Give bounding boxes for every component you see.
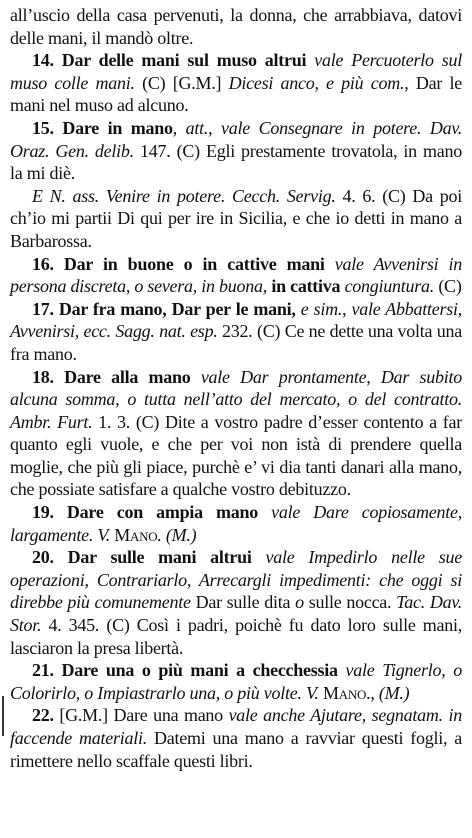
entry-text: 147. (C) Egli prestamente trovatola, in mano la mi diè. xyxy=(10,140,462,184)
entry-text: Dar in buone o in cattive mani xyxy=(63,253,325,274)
entry-list xyxy=(10,4,462,772)
entry-text: 22. xyxy=(32,705,60,726)
margin-mark xyxy=(2,696,4,736)
entry-text: o xyxy=(295,592,304,613)
entry-text: e sim. xyxy=(300,298,343,319)
entry-text: sulle nocca. xyxy=(303,592,397,613)
entry-text: Mano xyxy=(114,524,158,545)
entry-text: Dar sulle dita xyxy=(190,592,296,613)
entry-e15b xyxy=(10,185,462,253)
entry-text: vale Dar prontamente, Dar subito alcuna somma, o tutta nell’atto del mercato, o del contratto. Ambr. Furt. xyxy=(10,366,463,432)
entry-text: 20. xyxy=(32,547,68,568)
entry-text: 1. 3. (C) Dite a vostro padre d’esser contento a far quanto egli vuole, e che per voi non istà di prendere quella moglie, che più gli piace, purchè e’ vi dia tanti danari alla mano, che possiate satisfare a qualche vostro debituzzo. xyxy=(10,411,462,500)
entry-text: 19. xyxy=(32,502,67,523)
entry-text: Mano xyxy=(322,682,367,703)
entry-text: . (M.) xyxy=(157,524,197,545)
entry-text: , Dar le mani nel muso ad alcuno. xyxy=(10,72,462,116)
entry-text: vale Avvenirsi in persona discreta, o severa, in buona, xyxy=(10,253,462,297)
entry-text: vale Dare copiosamente, largamente. V. xyxy=(10,502,463,545)
entry-e20 xyxy=(10,546,462,659)
entry-text: vale Impedirlo nelle sue operazioni, Contrariarlo, Arrecargli impedimenti: che oggi si direbbe più comunemente xyxy=(10,547,462,613)
entry-text: Dare alla mano xyxy=(64,366,191,387)
entry-text: Dare una o più mani a checchessia xyxy=(61,660,338,681)
entry-text: Dicesi anco, e più com. xyxy=(228,72,405,93)
entry-text: E N. ass. Venire in potere. Cecch. Servig. xyxy=(32,185,336,206)
entry-e15 xyxy=(10,117,462,185)
entry-text: vale Consegnare in potere. Dav. Oraz. Gen. delib. xyxy=(10,117,463,161)
entry-text: Dar fra mano, Dar per le mani, xyxy=(58,298,301,319)
entry-text: 14. xyxy=(32,50,62,71)
entry-text: vale Percuoterlo sul muso colle mani. xyxy=(10,50,463,93)
entry-text: 17. xyxy=(32,298,59,319)
entry-text: Dare con ampia mano xyxy=(66,502,259,523)
entry-e22 xyxy=(10,704,462,772)
entry-text: , xyxy=(342,298,352,319)
entry-text: 15. xyxy=(32,117,63,138)
entry-text: all’uscio della casa pervenuti, la donna, che arrabbiava, datovi delle mani, il mandò oltre. xyxy=(10,5,462,48)
entry-e19 xyxy=(10,501,462,546)
entry-text: 4. 6. (C) Da poi ch’io mi partii Di qui per ire in Sicilia, e che io detti in mano a Barbarossa. xyxy=(10,185,463,251)
entry-text: att. xyxy=(185,117,209,138)
entry-text: 4. 345. (C) Così i padri, poichè fu dato loro sulle mani, lasciaron la presa libertà. xyxy=(10,615,462,658)
entry-text: Tac. Dav. Stor. xyxy=(10,592,463,636)
entry-e21 xyxy=(10,659,462,704)
entry-e14 xyxy=(10,49,462,117)
entry-text: (C) xyxy=(434,276,462,297)
entry-text: Dare in mano xyxy=(62,117,173,138)
entry-text: vale anche Ajutare, segnatam. in faccende materiali. xyxy=(10,705,462,748)
entry-text: 21. xyxy=(32,660,62,681)
entry-text: 232. (C) Ce ne dette una volta una fra mano. xyxy=(10,321,462,364)
entry-text: vale Abbattersi, Avvenirsi, ecc. Sagg. nat. esp. xyxy=(10,298,462,342)
entry-e16 xyxy=(10,253,462,298)
entry-text: ., xyxy=(366,682,379,703)
entry-e0 xyxy=(10,4,462,49)
entry-text: (C) [G.M.] xyxy=(142,72,229,93)
entry-text: in cattiva xyxy=(271,276,341,297)
entry-e17 xyxy=(10,298,462,366)
entry-text: [G.M.] Dare una mano xyxy=(59,705,229,726)
entry-text: congiuntura. xyxy=(340,276,435,297)
entry-text: 18. xyxy=(32,366,65,387)
entry-text: Datemi una mano a ravviar questi fogli, a rimettere nello scaffale questi libri. xyxy=(10,728,462,771)
entry-text: vale Tignerlo, o Colorirlo, o Impiastrarlo una, o più volte. V. xyxy=(10,660,462,703)
entry-text: Dar delle mani sul muso altrui xyxy=(61,50,307,71)
entry-e18 xyxy=(10,366,462,502)
entry-text: , xyxy=(172,117,186,138)
entry-text: (M.) xyxy=(378,682,410,703)
entry-text: Dar sulle mani altrui xyxy=(67,547,252,568)
entry-text: 16. xyxy=(32,253,64,274)
entry-text: , xyxy=(208,117,222,138)
